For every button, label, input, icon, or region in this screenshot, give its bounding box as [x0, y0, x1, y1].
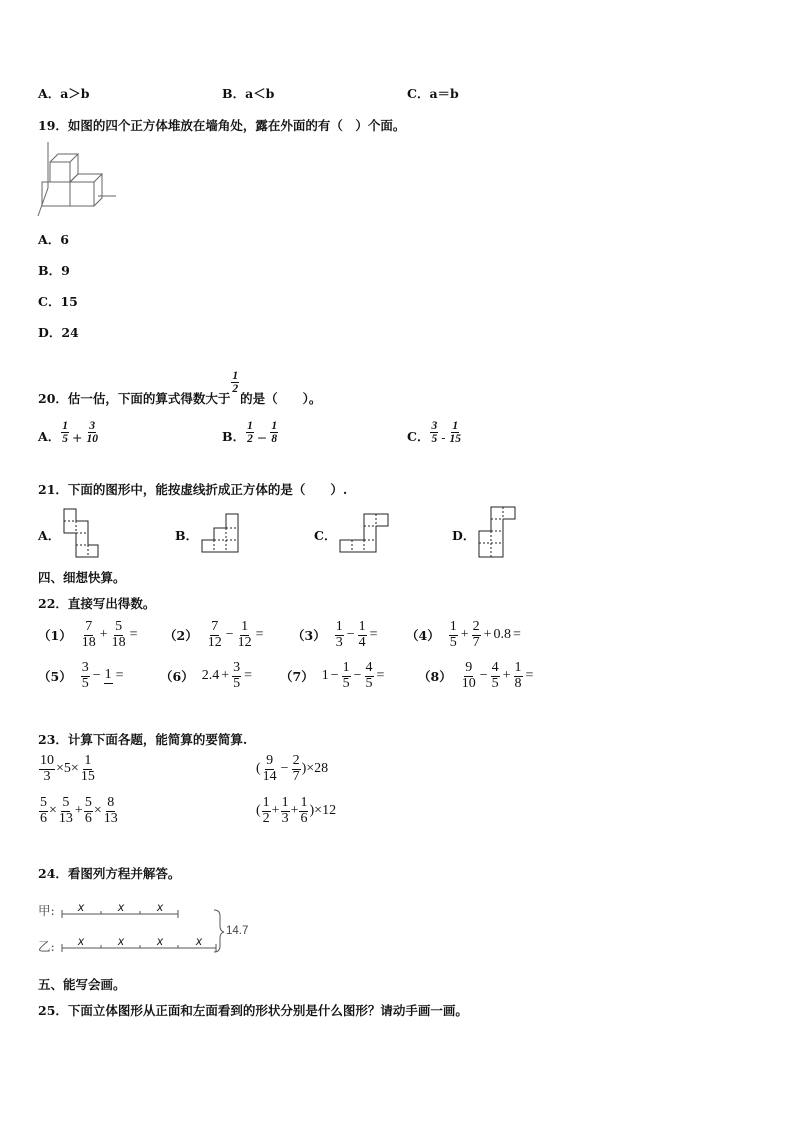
fraction [104, 668, 113, 684]
fraction [472, 620, 481, 650]
minus-sign: − [346, 627, 355, 643]
fraction-numerator: 1 [262, 795, 270, 810]
fraction-denominator: 8 [514, 675, 522, 691]
fraction-numerator: 1 [247, 420, 253, 432]
fraction-denominator: 5 [431, 433, 438, 446]
fraction-denominator: 10 [86, 433, 98, 446]
equals-sign: = [369, 627, 378, 643]
q23-expr-2[interactable] [256, 754, 328, 784]
fraction-numerator: 9 [266, 753, 274, 768]
q19-option-a[interactable]: A．6 [38, 232, 69, 247]
fraction [232, 661, 241, 691]
fraction [80, 754, 96, 784]
fraction-denominator: 5 [233, 675, 241, 691]
fraction-numerator: 4 [491, 660, 499, 675]
q21-stem: 21．下面的图形中，能按虚线折成正方体的是（ ）. [38, 482, 348, 497]
segment-x-label: x [118, 900, 124, 914]
fraction-denominator: 13 [58, 810, 73, 826]
cube-net-c[interactable] [338, 512, 390, 554]
plus-sign: + [99, 627, 108, 643]
left-paren: ( [256, 803, 261, 819]
q25-stem: 25．下面立体图形从正面和左面看到的形状分别是什么图形？请动手画一画。 [38, 1003, 468, 1018]
fraction-denominator: 3 [281, 810, 289, 826]
times-sign: × [56, 761, 64, 777]
integer-value: 28 [314, 761, 329, 777]
q20-stem-fraction [231, 370, 239, 395]
fraction-denominator: 2 [262, 810, 270, 826]
fraction [342, 661, 351, 691]
fraction [262, 796, 271, 826]
fraction-numerator: 7 [211, 619, 219, 634]
times-sign: × [306, 761, 315, 777]
integer-value: 12 [322, 803, 337, 819]
fraction [461, 661, 477, 691]
fraction-numerator: 3 [431, 420, 438, 432]
fraction-numerator: 1 [84, 753, 92, 768]
fraction-denominator: 12 [207, 634, 222, 650]
fraction-denominator: 14 [262, 768, 277, 784]
fraction [61, 420, 69, 445]
option-label: C． [407, 429, 430, 445]
fraction-denominator: 18 [111, 634, 126, 650]
equals-sign: = [255, 627, 264, 643]
fraction-denominator: 6 [40, 810, 47, 826]
equals-sign: = [513, 627, 521, 643]
equals-sign: = [376, 668, 385, 684]
q20-stem [38, 370, 322, 407]
q21-label-c[interactable]: C． [314, 528, 337, 543]
q22-item-8[interactable] [418, 661, 535, 691]
fraction-denominator: 5 [365, 675, 373, 691]
yi-label: 乙: [38, 939, 55, 954]
decimal-value: 0.8 [493, 627, 512, 643]
fraction-numerator: 2 [472, 619, 480, 634]
fraction [237, 620, 253, 650]
segment-x-label: x [196, 934, 202, 948]
fraction-numerator: 9 [465, 660, 473, 675]
q23-expr-1[interactable] [38, 754, 97, 784]
fraction [39, 796, 48, 826]
fraction-denominator: 5 [62, 433, 68, 446]
fraction-numerator: 1 [241, 619, 249, 634]
decimal-value: 2.4 [201, 668, 220, 684]
segment-x-label: x [78, 934, 84, 948]
fraction-numerator: 2 [292, 753, 300, 768]
fraction [39, 754, 55, 784]
q21-label-b[interactable]: B． [175, 528, 199, 543]
times-sign: × [314, 803, 323, 819]
item-label: （6） [160, 669, 194, 685]
q22-item-3[interactable] [292, 620, 380, 650]
fraction-numerator: 1 [232, 370, 239, 382]
q20-option-c[interactable] [407, 420, 463, 445]
integer-value: 1 [321, 668, 329, 684]
plus-sign: + [460, 627, 469, 643]
q19-option-d[interactable]: D．24 [38, 325, 79, 340]
total-length-label: 14.7 [226, 925, 249, 937]
times-sign: × [70, 761, 79, 777]
fraction-numerator: 1 [62, 420, 68, 432]
fraction-denominator: 3 [335, 634, 343, 650]
q22-item-4[interactable] [406, 620, 523, 650]
q23-expr-3[interactable] [38, 796, 120, 826]
equals-sign: = [129, 627, 138, 643]
fraction [448, 420, 462, 445]
plus-sign: + [483, 627, 492, 643]
fraction-denominator: 5 [491, 675, 499, 691]
cube-net-b[interactable] [200, 512, 242, 554]
fraction [281, 796, 290, 826]
fraction-denominator: 2 [232, 383, 239, 396]
q23-expr-4[interactable] [256, 796, 336, 826]
fraction [430, 420, 438, 445]
plus-sign: + [290, 803, 299, 819]
fraction [299, 796, 308, 826]
item-label: （8） [418, 669, 452, 685]
fraction [85, 420, 99, 445]
stacked-cubes-figure [36, 140, 126, 220]
operator: − [256, 430, 268, 446]
integer-value: 5 [63, 761, 71, 777]
minus-sign: − [353, 668, 362, 684]
item-label: （7） [280, 669, 314, 685]
q21-label-d[interactable]: D． [452, 528, 476, 543]
fraction-denominator: 18 [81, 634, 96, 650]
segment-x-label: x [118, 934, 124, 948]
fraction [81, 661, 90, 691]
fraction [365, 661, 374, 691]
fraction [335, 620, 344, 650]
item-label: （3） [292, 628, 326, 644]
cube-net-a[interactable] [62, 507, 100, 559]
q20-option-b[interactable] [222, 420, 279, 445]
equals-sign: = [115, 668, 124, 684]
fraction-numerator: 3 [89, 420, 96, 432]
left-paren: ( [256, 761, 261, 777]
option-label: B． [222, 429, 246, 445]
fraction-denominator: 6 [300, 810, 308, 826]
fraction-denominator: 7 [472, 634, 480, 650]
fraction-denominator: 13 [103, 810, 118, 826]
fraction [111, 620, 127, 650]
fraction-denominator: 15 [449, 433, 461, 446]
section-5-heading: 五、能写会画。 [38, 977, 126, 992]
q24-stem: 24．看图列方程并解答。 [38, 866, 181, 881]
q22-item-5[interactable] [38, 661, 126, 691]
minus-sign: − [92, 668, 101, 684]
cube-net-d[interactable] [477, 505, 517, 559]
fraction-denominator: 5 [81, 675, 89, 691]
fraction-numerator: 5 [62, 795, 70, 810]
equals-sign: = [244, 668, 253, 684]
fraction-denominator: 2 [247, 433, 253, 446]
fraction-denominator: 5 [449, 634, 457, 650]
equals-sign: = [525, 668, 534, 684]
plus-sign: + [271, 803, 280, 819]
q20-stem-text-after: 的是（ ）。 [240, 391, 322, 407]
fraction-numerator: 1 [514, 660, 522, 675]
fraction [491, 661, 500, 691]
right-paren: ) [301, 761, 307, 777]
minus-sign: − [225, 627, 234, 643]
fraction-numerator: 1 [358, 619, 366, 634]
fraction-denominator: 10 [461, 675, 476, 691]
minus-sign: − [280, 761, 289, 777]
right-paren: ) [309, 803, 315, 819]
fraction [270, 420, 278, 445]
operator: - [441, 430, 446, 446]
fraction [207, 620, 223, 650]
minus-sign: − [330, 668, 339, 684]
item-label: （2） [164, 628, 198, 644]
plus-sign: + [74, 803, 83, 819]
fraction-denominator: 4 [358, 634, 366, 650]
fraction-denominator: 6 [84, 810, 92, 826]
q19-stem: 19．如图的四个正方体堆放在墙角处，露在外面的有（ ）个面。 [38, 118, 406, 133]
q20-stem-text: 20．估一估，下面的算式得数大于 [38, 391, 231, 407]
fraction [358, 620, 367, 650]
option-label: A． [38, 429, 61, 445]
fraction-numerator: 1 [452, 420, 459, 432]
fraction-denominator: 8 [271, 433, 278, 446]
times-sign: × [93, 803, 102, 819]
q23-stem: 23．计算下面各题，能简算的要简算. [38, 732, 248, 747]
plus-sign: + [221, 668, 230, 684]
item-label: （1） [38, 628, 72, 644]
minus-sign: − [479, 668, 488, 684]
item-label: （4） [406, 628, 440, 644]
fraction-numerator: 1 [342, 660, 350, 675]
fraction-numerator: 4 [365, 660, 373, 675]
fraction-numerator: 8 [107, 795, 115, 810]
q21-label-a[interactable]: A． [38, 528, 61, 543]
fraction-numerator: 1 [104, 667, 112, 683]
fraction [58, 796, 74, 826]
fraction-numerator: 5 [115, 619, 123, 634]
fraction [262, 754, 278, 784]
fraction-numerator: 5 [40, 795, 47, 810]
fraction-numerator: 7 [85, 619, 93, 634]
fraction-numerator: 1 [335, 619, 343, 634]
operator: + [71, 430, 83, 446]
segment-x-label: x [157, 900, 163, 914]
times-sign: × [49, 803, 57, 819]
q19-option-c[interactable]: C．15 [38, 294, 78, 309]
fraction [449, 620, 458, 650]
q22-item-6[interactable] [160, 661, 254, 691]
fraction [292, 754, 301, 784]
fraction-numerator: 3 [233, 660, 241, 675]
fraction [246, 420, 254, 445]
fraction [84, 796, 93, 826]
fraction-numerator: 3 [81, 660, 89, 675]
q22-item-2[interactable] [164, 620, 266, 650]
q18-option-c[interactable]: C．a＝b [407, 86, 459, 101]
q22-item-7[interactable] [280, 661, 386, 691]
fraction-numerator: 10 [40, 753, 54, 768]
fraction-numerator: 1 [281, 795, 289, 810]
q22-stem: 22．直接写出得数。 [38, 596, 156, 611]
fraction-denominator: 3 [43, 768, 51, 784]
fraction [103, 796, 119, 826]
fraction [81, 620, 97, 650]
fraction-denominator: 12 [237, 634, 252, 650]
segment-x-label: x [78, 900, 84, 914]
q18-option-a[interactable]: A．a＞b [38, 86, 90, 101]
fraction [514, 661, 523, 691]
q19-option-b[interactable]: B．9 [38, 263, 70, 278]
segment-x-label: x [157, 934, 163, 948]
q20-option-a[interactable] [38, 420, 100, 445]
fraction-numerator: 1 [300, 795, 308, 810]
q22-item-1[interactable] [38, 620, 140, 650]
section-4-heading: 四、细想快算。 [38, 570, 126, 585]
fraction-numerator: 1 [271, 420, 278, 432]
jia-label: 甲: [38, 903, 55, 918]
q18-option-b[interactable]: B．a＜b [222, 86, 275, 101]
fraction-denominator: 5 [342, 675, 350, 691]
item-label: （5） [38, 669, 72, 685]
fraction-numerator: 5 [84, 795, 92, 810]
fraction-numerator: 1 [449, 619, 457, 634]
fraction-denominator: 15 [80, 768, 95, 784]
fraction-denominator: 7 [292, 768, 300, 784]
plus-sign: + [502, 668, 511, 684]
